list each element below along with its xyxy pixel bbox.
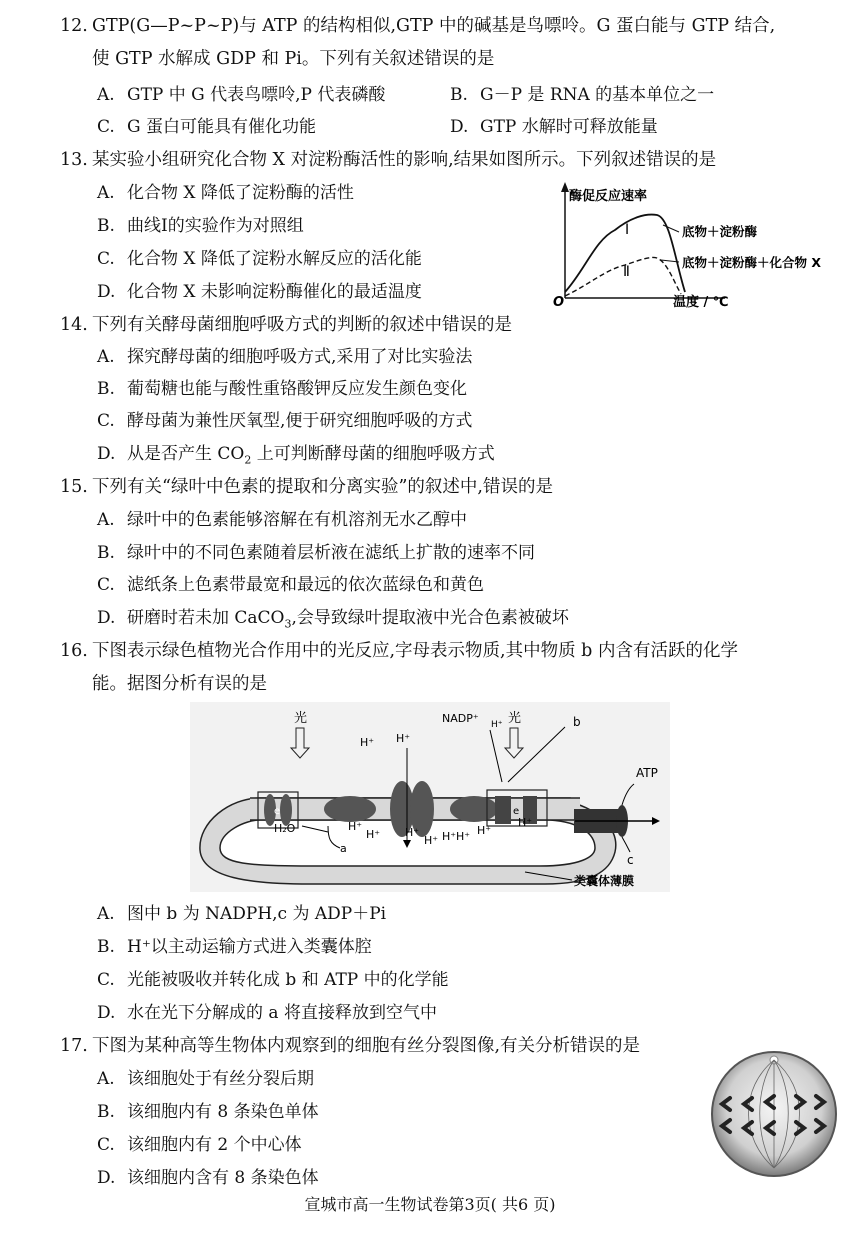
hplus-lumen-6: H⁺ xyxy=(442,830,457,843)
q16-stem-line1: 16. 下图表示绿色植物光合作用中的光反应,字母表示物质,其中物质 b 内含有活跃的化学 xyxy=(60,635,738,668)
q16-option-a: A. 图中 b 为 NADPH,c 为 ADP＋Pi xyxy=(97,904,387,924)
q14-option-c: C. 酵母菌为兼性厌氧型,便于研究细胞呼吸的方式 xyxy=(97,411,473,431)
q13-option-b: B. 曲线Ⅰ的实验作为对照组 xyxy=(97,216,304,236)
hplus-lumen-3: H⁺ xyxy=(348,820,363,833)
curve-1-label: Ⅰ xyxy=(625,222,630,238)
q17-number: 17. xyxy=(60,1036,88,1056)
x-axis-label: 温度 / ℃ xyxy=(673,295,729,310)
q14-number: 14. xyxy=(60,315,88,335)
hplus-lumen-8: H⁺ xyxy=(518,816,533,829)
q15-option-c: C. 滤纸条上色素带最宽和最远的依次蓝绿色和黄色 xyxy=(97,575,484,595)
q12-option-b: B. G－P 是 RNA 的基本单位之一 xyxy=(450,85,715,105)
light-label-1: 光 xyxy=(294,711,308,726)
curve-2-description: 底物＋淀粉酶＋化合物 X xyxy=(682,255,821,270)
q13-stem: 13. 某实验小组研究化合物 X 对淀粉酶活性的影响,结果如图所示。下列叙述错误的是 xyxy=(60,144,716,177)
nadp-label: NADP⁺ xyxy=(442,712,479,725)
q13-option-a: A. 化合物 X 降低了淀粉酶的活性 xyxy=(97,183,354,203)
electron-label-right: e xyxy=(513,806,520,817)
light-label-2: 光 xyxy=(508,711,522,726)
q12-stem-line1 xyxy=(60,10,775,43)
q12-option-c: C. G 蛋白可能具有催化功能 xyxy=(97,117,316,137)
q14-option-b: B. 葡萄糖也能与酸性重铬酸钾反应发生颜色变化 xyxy=(97,379,467,399)
atp-label: ATP xyxy=(636,766,658,780)
c-label: c xyxy=(627,853,634,867)
q17-option-a: A. 该细胞处于有丝分裂后期 xyxy=(97,1069,314,1089)
q15-option-b: B. 绿叶中的不同色素随着层析液在滤纸上扩散的速率不同 xyxy=(97,543,535,563)
curve-1-pointer xyxy=(663,225,679,232)
q12-stem-line2: 使 GTP 水解成 GDP 和 Pi。下列有关叙述错误的是 xyxy=(92,49,495,69)
electron-label-left: e xyxy=(274,806,281,817)
y-axis-label: 酶促反应速率 xyxy=(569,189,648,204)
q16-number: 16. xyxy=(60,641,88,661)
q13-option-c: C. 化合物 X 降低了淀粉水解反应的活化能 xyxy=(97,249,422,269)
q17-option-b: B. 该细胞内有 8 条染色单体 xyxy=(97,1102,319,1122)
y-axis-arrow-icon xyxy=(561,182,569,192)
q13-option-d: D. 化合物 X 未影响淀粉酶催化的最适温度 xyxy=(97,282,422,302)
q12-option-a: A. GTP 中 G 代表鸟嘌呤,P 代表磷酸 xyxy=(97,85,386,105)
h2o-label: H₂O xyxy=(274,822,296,835)
q16-option-c: C. 光能被吸收并转化成 b 和 ATP 中的化学能 xyxy=(97,970,449,990)
a-label: a xyxy=(340,842,347,855)
q15-option-d: D. 研磨时若未加 CaCO$_3$,会导致绿叶提取液中光合色素被破坏 xyxy=(97,608,569,631)
page-footer: 宣城市高一生物试卷第3页( 共6 页) xyxy=(304,1195,556,1214)
hplus-stroma-1: H⁺ xyxy=(360,736,375,749)
hplus-lumen-4: H⁺ xyxy=(366,828,381,841)
q16-option-b: B. H⁺以主动运输方式进入类囊体腔 xyxy=(97,937,372,957)
q15-number: 15. xyxy=(60,477,88,497)
membrane-label: 类囊体薄膜 xyxy=(574,874,635,888)
q16-stem-line2: 能。据图分析有误的是 xyxy=(92,674,267,694)
q16-light-reaction-diagram xyxy=(190,702,670,892)
b-label: b xyxy=(573,715,581,729)
hplus-label-top: H⁺ xyxy=(491,720,503,730)
q15-stem: 15. 下列有关“绿叶中色素的提取和分离实验”的叙述中,错误的是 xyxy=(60,471,553,504)
hplus-stroma-2: H⁺ xyxy=(396,732,411,745)
carrier-2 xyxy=(450,796,498,822)
q12-option-d: D. GTP 水解时可释放能量 xyxy=(450,117,658,137)
carrier-1 xyxy=(324,796,376,822)
origin-label: O xyxy=(553,295,565,310)
q16-option-d: D. 水在光下分解成的 a 将直接释放到空气中 xyxy=(97,1003,437,1023)
q14-stem: 14. 下列有关酵母菌细胞呼吸方式的判断的叙述中错误的是 xyxy=(60,309,512,342)
q17-option-c: C. 该细胞内有 2 个中心体 xyxy=(97,1135,302,1155)
hplus-lumen-5: H⁺ xyxy=(405,826,420,839)
q15-option-a: A. 绿叶中的色素能够溶解在有机溶剂无水乙醇中 xyxy=(97,510,467,530)
q17-stem: 17. 下图为某种高等生物体内观察到的细胞有丝分裂图像,有关分析错误的是 xyxy=(60,1030,640,1063)
q17-mitosis-cell-image xyxy=(700,1038,848,1188)
q14-option-d: D. 从是否产生 $CO_2$ 上可判断酵母菌的细胞呼吸方式 xyxy=(97,444,495,467)
curve-1-description: 底物＋淀粉酶 xyxy=(682,224,758,239)
hplus-lumen-1: H⁺ xyxy=(424,834,439,847)
q17-option-d: D. 该细胞内含有 8 条染色体 xyxy=(97,1168,319,1188)
curve-2-label: Ⅱ xyxy=(623,264,630,280)
q12-stem-text1: GTP(G—P~P~P)与 ATP 的结构相似,GTP 中的碱基是鸟嘌呤。G 蛋白能与 GTP 结合, xyxy=(92,16,776,36)
hplus-lumen-2: H⁺ xyxy=(456,830,471,843)
q14-option-a: A. 探究酵母菌的细胞呼吸方式,采用了对比实验法 xyxy=(97,347,473,367)
q13-enzyme-graph xyxy=(545,180,850,310)
photosystem-i-left xyxy=(495,796,511,824)
q12-number: 12. xyxy=(60,16,88,36)
q13-number: 13. xyxy=(60,150,88,170)
hplus-lumen-7: H⁺ xyxy=(477,824,492,837)
